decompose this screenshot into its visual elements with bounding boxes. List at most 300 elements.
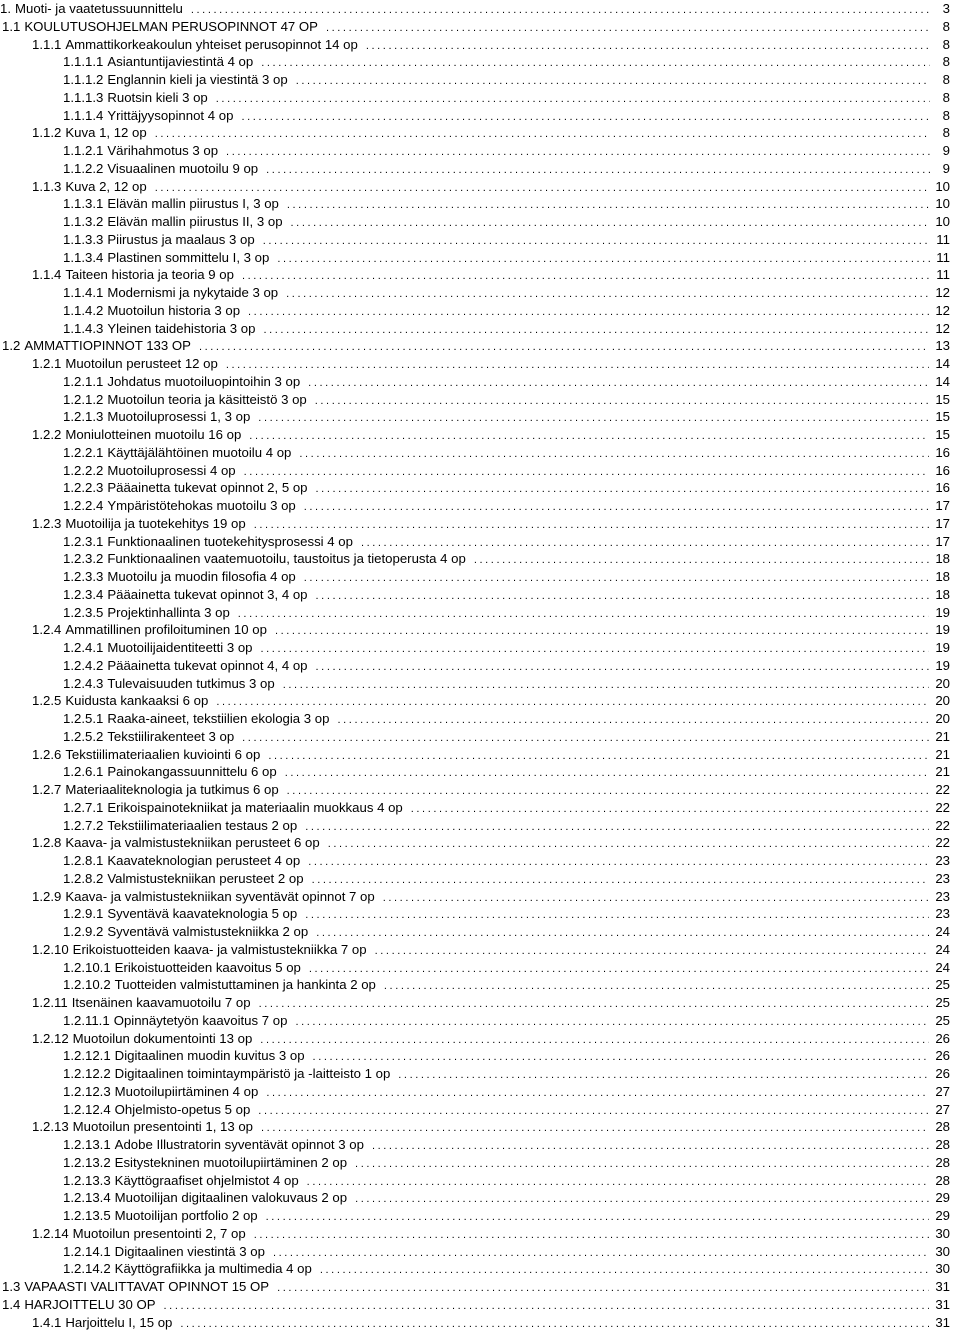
toc-entry-number: 1.1.1.3 [63, 89, 104, 105]
toc-entry[interactable] [0, 604, 960, 622]
toc-entry-title: Yleinen taidehistoria 3 op [107, 320, 256, 336]
toc-entry-page-number: 28 [935, 1172, 950, 1188]
toc-entry[interactable] [0, 852, 960, 870]
toc-entry-page-number: 31 [935, 1296, 950, 1312]
toc-entry[interactable] [0, 870, 960, 888]
toc-entry-title: Käyttäjälähtöinen muotoilu 4 op [107, 444, 292, 460]
toc-entry-title: Asiantuntijaviestintä 4 op [107, 54, 254, 70]
toc-entry-page-number: 8 [942, 18, 950, 34]
toc-entry[interactable] [0, 941, 960, 959]
toc-entry-title: Muotoilun historia 3 op [107, 302, 241, 318]
toc-entry[interactable] [0, 763, 960, 781]
toc-entry-number: 1.1.2.2 [63, 160, 104, 176]
toc-entry[interactable] [0, 710, 960, 728]
toc-entry[interactable] [0, 1314, 960, 1332]
toc-entry[interactable] [0, 195, 960, 213]
toc-entry-number: 1.1.1.4 [63, 107, 104, 123]
toc-entry[interactable] [0, 621, 960, 639]
toc-entry-title: Muotoilu ja muodin filosofia 4 op [107, 569, 296, 584]
toc-entry-title: Ympäristötehokas muotoilu 3 op [107, 498, 296, 513]
toc-entry-number: 1.1.4.3 [63, 320, 104, 336]
toc-entry-title: Piirustus ja maalaus 3 op [107, 231, 255, 247]
toc-entry[interactable] [0, 976, 960, 994]
toc-entry-number: 1.1.2.1 [63, 143, 104, 158]
toc-entry-page-number: 17 [935, 533, 950, 549]
toc-entry[interactable] [0, 746, 960, 764]
toc-entry-number: 1.2.2.1 [63, 444, 104, 460]
toc-entry[interactable] [0, 888, 960, 906]
toc-entry-number: 1.2.6 [32, 746, 62, 762]
toc-entry-title: Erikoistuotteiden kaavoitus 5 op [114, 959, 301, 975]
toc-entry-page-number: 12 [935, 320, 950, 336]
toc-entry-page-number: 19 [935, 657, 950, 673]
toc-entry-title: Ammattikorkeakoulun yhteiset perusopinnot 14 op [65, 36, 358, 52]
toc-entry-page-number: 21 [935, 728, 950, 744]
toc-entry-page-number: 17 [935, 515, 950, 531]
toc-entry[interactable] [0, 408, 960, 426]
toc-entry-page-number: 26 [935, 1030, 950, 1046]
toc-entry-page-number: 10 [935, 196, 950, 212]
toc-entry-page-number: 3 [942, 1, 950, 16]
toc-entry-number: 1.2.4 [32, 622, 62, 638]
toc-entry-page-number: 9 [942, 143, 950, 158]
toc-entry[interactable] [0, 1136, 960, 1154]
toc-entry[interactable] [0, 71, 960, 89]
toc-entry-number: 1.2.8.1 [63, 853, 104, 868]
toc-entry-page-number: 31 [935, 1279, 950, 1294]
toc-entry-page-number: 23 [935, 853, 950, 868]
toc-entry[interactable] [0, 1118, 960, 1136]
toc-entry[interactable] [0, 479, 960, 497]
toc-entry-number: 1.2.7 [32, 782, 62, 797]
toc-entry-title: Kuidusta kankaaksi 6 op [65, 693, 209, 709]
toc-entry-page-number: 26 [935, 1048, 950, 1064]
toc-entry-page-number: 30 [935, 1261, 950, 1277]
toc-entry[interactable] [0, 337, 960, 355]
toc-entry-number: 1.2.3.1 [63, 533, 104, 549]
toc-entry-number: 1.2.1.2 [63, 391, 104, 407]
toc-entry-title: Ohjelmisto-opetus 5 op [114, 1101, 251, 1117]
toc-entry[interactable] [0, 142, 960, 160]
toc-entry[interactable] [0, 1101, 960, 1119]
toc-entry-title: Tekstiilimateriaalien kuviointi 6 op [65, 746, 261, 762]
toc-entry-page-number: 29 [935, 1208, 950, 1223]
toc-entry-number: 1.2.1 [32, 356, 62, 371]
toc-entry-number: 1.1.3.1 [63, 196, 104, 212]
toc-entry[interactable] [0, 959, 960, 977]
toc-entry[interactable] [0, 586, 960, 604]
toc-entry-number: 1.1.4 [32, 267, 62, 283]
toc-entry-number: 1.1 [2, 18, 21, 34]
toc-entry-title: Opinnäytetyön kaavoitus 7 op [113, 1012, 288, 1028]
toc-entry-title: Muotoilun dokumentointi 13 op [72, 1030, 253, 1046]
toc-entry-page-number: 11 [936, 249, 950, 265]
toc-entry-page-number: 24 [935, 941, 950, 957]
toc-entry-number: 1.2.13.1 [63, 1137, 111, 1152]
toc-entry[interactable] [0, 1154, 960, 1172]
toc-entry[interactable] [0, 391, 960, 409]
toc-entry-number: 1.2.1.1 [63, 373, 104, 389]
toc-entry-number: 1.2.3 [32, 515, 62, 531]
toc-entry-page-number: 20 [935, 711, 950, 726]
toc-entry-number: 1.1.4.2 [63, 302, 104, 318]
toc-entry[interactable] [0, 497, 960, 515]
toc-entry-title: Muotoilijan digitaalinen valokuvaus 2 op [114, 1190, 348, 1206]
toc-entry-number: 1.2.4.1 [63, 640, 104, 655]
toc-entry-number: 1.2.9.2 [63, 924, 104, 939]
toc-entry-title: Esitystekninen muotoilupiirtäminen 2 op [114, 1154, 348, 1170]
toc-entry-page-number: 14 [935, 356, 950, 371]
toc-entry-title: Digitaalinen muodin kuvitus 3 op [114, 1048, 305, 1064]
toc-entry-number: 1.2.12.2 [63, 1066, 111, 1081]
toc-entry-page-number: 22 [935, 817, 950, 833]
toc-entry[interactable] [0, 36, 960, 54]
toc-entry-title: Muotoilijaidentiteetti 3 op [107, 640, 253, 655]
toc-entry[interactable] [0, 1296, 960, 1314]
toc-entry-title: Raaka-aineet, tekstiilien ekologia 3 op [107, 711, 330, 726]
toc-entry-title: Digitaalinen viestintä 3 op [114, 1243, 265, 1259]
toc-entry-page-number: 29 [935, 1190, 950, 1206]
toc-entry-number: 1.2.12.1 [63, 1048, 111, 1064]
dot-leader [180, 1316, 929, 1334]
toc-entry-number: 1.2.5.1 [63, 711, 104, 726]
toc-entry-title: Tuotteiden valmistuttaminen ja hankinta 2 op [114, 977, 376, 993]
toc-entry-number: 1.2.13.3 [63, 1172, 111, 1188]
toc-entry-number: 1.2.7.2 [63, 817, 104, 833]
toc-entry-title: Itsenäinen kaavamuotoilu 7 op [71, 995, 251, 1010]
toc-entry-number: 1.2.3.4 [63, 586, 104, 602]
toc-entry-page-number: 21 [935, 746, 950, 762]
toc-entry-page-number: 20 [935, 693, 950, 709]
toc-entry-page-number: 8 [942, 72, 950, 87]
toc-entry-number: 1.2.10 [32, 941, 69, 957]
toc-entry[interactable] [0, 462, 960, 480]
toc-entry-number: 1.1.4.1 [63, 285, 104, 300]
toc-entry-page-number: 9 [942, 160, 950, 176]
toc-entry-title: Kaavateknologian perusteet 4 op [107, 853, 301, 868]
toc-entry[interactable] [0, 231, 960, 249]
toc-entry[interactable] [0, 568, 960, 586]
toc-entry-title: Tekstiilimateriaalien testaus 2 op [107, 817, 298, 833]
toc-entry-page-number: 16 [935, 462, 950, 478]
toc-entry-page-number: 25 [935, 977, 950, 993]
toc-entry[interactable] [0, 728, 960, 746]
toc-entry-title: Erikoistuotteiden kaava- ja valmistustekniikka 7 op [72, 941, 367, 957]
toc-entry-page-number: 18 [935, 569, 950, 584]
toc-entry-title: Elävän mallin piirustus II, 3 op [107, 214, 283, 229]
toc-entry[interactable] [0, 1225, 960, 1243]
toc-entry-title: Muoti- ja vaatetussuunnittelu [15, 1, 183, 16]
toc-entry-page-number: 27 [935, 1083, 950, 1099]
toc-entry-number: 1.2.5.2 [63, 728, 104, 744]
toc-entry[interactable] [0, 178, 960, 196]
toc-entry[interactable] [0, 373, 960, 391]
toc-entry-title: Harjoittelu I, 15 op [65, 1314, 173, 1330]
toc-entry[interactable] [0, 160, 960, 178]
toc-entry-title: Painokangassuunnittelu 6 op [107, 764, 277, 780]
toc-entry-number: 1.2.8 [32, 835, 62, 851]
toc-entry[interactable] [0, 834, 960, 852]
toc-entry-page-number: 20 [935, 675, 950, 691]
toc-entry-title: Muotoilun presentointi 2, 7 op [72, 1225, 246, 1241]
toc-entry[interactable] [0, 426, 960, 444]
toc-entry-page-number: 13 [935, 338, 950, 354]
toc-entry-page-number: 30 [935, 1243, 950, 1259]
toc-entry[interactable] [0, 320, 960, 338]
toc-entry[interactable] [0, 1243, 960, 1261]
toc-entry[interactable] [0, 817, 960, 835]
toc-entry-number: 1.1.3 [32, 178, 62, 194]
toc-entry-number: 1.2.2.4 [63, 498, 104, 513]
toc-entry-page-number: 28 [935, 1154, 950, 1170]
toc-entry[interactable] [0, 213, 960, 231]
toc-entry-title: Kuva 1, 12 op [65, 125, 147, 141]
toc-entry-title: Englannin kieli ja viestintä 3 op [107, 72, 288, 87]
toc-entry-page-number: 11 [936, 267, 950, 283]
toc-entry[interactable] [0, 550, 960, 568]
toc-entry-number: 1.1.3.2 [63, 214, 104, 229]
toc-entry-title: Tekstiilirakenteet 3 op [107, 728, 235, 744]
toc-entry-number: 1.1.1.1 [63, 54, 104, 70]
toc-entry-page-number: 23 [935, 870, 950, 886]
toc-entry-page-number: 12 [935, 302, 950, 318]
toc-entry-title: Moniulotteinen muotoilu 16 op [65, 427, 242, 442]
toc-entry-page-number: 22 [935, 799, 950, 815]
toc-entry-number: 1.2.10.2 [63, 977, 111, 993]
toc-entry-title: Käyttögraafiset ohjelmistot 4 op [114, 1172, 299, 1188]
toc-entry-title: Modernismi ja nykytaide 3 op [107, 285, 279, 300]
toc-entry-title: Kaava- ja valmistustekniikan perusteet 6 op [65, 835, 320, 851]
toc-entry-number: 1.4 [2, 1296, 21, 1312]
toc-entry[interactable] [0, 639, 960, 657]
toc-entry[interactable] [0, 533, 960, 551]
toc-entry-title: Käyttögrafiikka ja multimedia 4 op [114, 1261, 312, 1277]
toc-entry[interactable] [0, 266, 960, 284]
toc-entry-number: 1.2.3.5 [63, 604, 104, 620]
toc-entry-number: 1.2.13.2 [63, 1154, 111, 1170]
toc-entry[interactable] [0, 923, 960, 941]
toc-entry-number: 1.1.3.3 [63, 231, 104, 247]
toc-entry-page-number: 10 [935, 214, 950, 229]
toc-entry-page-number: 26 [935, 1066, 950, 1081]
toc-entry-number: 1.3 [2, 1279, 21, 1294]
toc-entry-page-number: 21 [935, 764, 950, 780]
toc-entry-number: 1.2.14 [32, 1225, 69, 1241]
toc-entry-title: Muotoilun teoria ja käsitteistö 3 op [107, 391, 307, 407]
toc-entry-page-number: 8 [942, 54, 950, 70]
toc-entry[interactable] [0, 444, 960, 462]
toc-entry-number: 1.2.1.3 [63, 409, 104, 425]
toc-entry-number: 1. [0, 1, 11, 16]
toc-entry[interactable] [0, 781, 960, 799]
toc-entry[interactable] [0, 657, 960, 675]
toc-entry-number: 1.2.4.2 [63, 657, 104, 673]
toc-entry[interactable] [0, 1012, 960, 1030]
toc-entry-page-number: 12 [935, 285, 950, 300]
toc-entry-number: 1.2 [2, 338, 21, 354]
toc-entry[interactable] [0, 675, 960, 693]
toc-entry-title: Kuva 2, 12 op [65, 178, 147, 194]
toc-entry-page-number: 16 [935, 480, 950, 496]
toc-entry-page-number: 19 [935, 640, 950, 655]
toc-entry-title: VAPAASTI VALITTAVAT OPINNOT 15 OP [24, 1279, 270, 1294]
toc-entry-title: Plastinen sommittelu I, 3 op [107, 249, 270, 265]
toc-entry-number: 1.2.14.2 [63, 1261, 111, 1277]
toc-entry-number: 1.2.2 [32, 427, 62, 442]
toc-entry[interactable] [0, 692, 960, 710]
toc-entry-number: 1.2.13.5 [63, 1208, 111, 1223]
toc-entry-number: 1.2.5 [32, 693, 62, 709]
toc-entry[interactable] [0, 355, 960, 373]
toc-entry-title: Ruotsin kieli 3 op [107, 89, 208, 105]
toc-entry-title: Ammatillinen profiloituminen 10 op [65, 622, 267, 638]
toc-entry-page-number: 25 [935, 1012, 950, 1028]
toc-entry[interactable] [0, 1047, 960, 1065]
toc-entry-number: 1.2.13.4 [63, 1190, 111, 1206]
toc-entry-title: Johdatus muotoiluopintoihin 3 op [107, 373, 301, 389]
toc-entry-page-number: 28 [935, 1137, 950, 1152]
toc-entry-number: 1.1.3.4 [63, 249, 104, 265]
toc-entry-title: Pääainetta tukevat opinnot 3, 4 op [107, 586, 308, 602]
toc-entry-title: HARJOITTELU 30 OP [24, 1296, 156, 1312]
toc-entry-page-number: 8 [942, 36, 950, 52]
toc-entry-page-number: 31 [935, 1314, 950, 1330]
toc-entry-page-number: 24 [935, 959, 950, 975]
toc-entry[interactable] [0, 89, 960, 107]
toc-entry-title: Muotoilija ja tuotekehitys 19 op [65, 515, 246, 531]
toc-entry[interactable] [0, 994, 960, 1012]
toc-entry-title: KOULUTUSOHJELMAN PERUSOPINNOT 47 OP [24, 18, 318, 34]
toc-entry-page-number: 22 [935, 835, 950, 851]
toc-entry-page-number: 18 [935, 551, 950, 567]
toc-entry-title: Muotoiluprosessi 1, 3 op [107, 409, 251, 425]
toc-entry-page-number: 25 [935, 995, 950, 1010]
toc-entry-page-number: 23 [935, 888, 950, 904]
toc-entry-title: Muotoilijan portfolio 2 op [114, 1208, 258, 1223]
toc-entry[interactable] [0, 905, 960, 923]
toc-entry-number: 1.2.11 [32, 995, 68, 1010]
toc-entry-number: 1.4.1 [32, 1314, 62, 1330]
toc-entry-page-number: 17 [935, 498, 950, 513]
toc-entry[interactable] [0, 1030, 960, 1048]
toc-entry-number: 1.2.11.1 [63, 1012, 110, 1028]
toc-entry-title: Elävän mallin piirustus I, 3 op [107, 196, 279, 212]
toc-entry-page-number: 16 [935, 444, 950, 460]
toc-entry[interactable] [0, 18, 960, 36]
toc-entry-number: 1.2.9 [32, 888, 62, 904]
toc-entry[interactable] [0, 0, 960, 18]
toc-entry-page-number: 8 [942, 125, 950, 141]
toc-entry-number: 1.2.10.1 [63, 959, 111, 975]
toc-entry[interactable] [0, 1083, 960, 1101]
toc-entry[interactable] [0, 1278, 960, 1296]
toc-entry-page-number: 23 [935, 906, 950, 922]
toc-entry-number: 1.1.2 [32, 125, 62, 141]
toc-entry-title: Projektinhallinta 3 op [107, 604, 230, 620]
toc-entry-page-number: 10 [935, 178, 950, 194]
toc-entry[interactable] [0, 249, 960, 267]
toc-entry-title: Muotoilupiirtäminen 4 op [114, 1083, 259, 1099]
toc-entry-page-number: 11 [936, 231, 950, 247]
toc-entry-page-number: 19 [935, 622, 950, 638]
toc-entry[interactable] [0, 799, 960, 817]
toc-entry-title: Muotoilun perusteet 12 op [65, 356, 218, 371]
toc-entry-number: 1.2.9.1 [63, 906, 104, 922]
toc-entry-title: Kaava- ja valmistustekniikan syventävät opinnot 7 op [65, 888, 375, 904]
toc-entry[interactable] [0, 1065, 960, 1083]
toc-entry-number: 1.2.7.1 [63, 799, 104, 815]
toc-entry[interactable] [0, 1189, 960, 1207]
toc-entry[interactable] [0, 1260, 960, 1278]
toc-entry-number: 1.1.1.2 [63, 72, 104, 87]
toc-entry-title: Adobe Illustratorin syventävät opinnot 3 op [114, 1137, 364, 1152]
toc-entry-number: 1.1.1 [32, 36, 62, 52]
toc-entry[interactable] [0, 284, 960, 302]
toc-entry-page-number: 14 [935, 373, 950, 389]
toc-entry-title: Tulevaisuuden tutkimus 3 op [107, 675, 275, 691]
toc-entry-title: Materiaaliteknologia ja tutkimus 6 op [65, 782, 279, 797]
toc-entry-title: Syventävä valmistustekniikka 2 op [107, 924, 309, 939]
toc-entry-number: 1.2.14.1 [63, 1243, 111, 1259]
toc-entry-page-number: 8 [942, 89, 950, 105]
toc-entry-title: Digitaalinen toimintaympäristö ja -laitteisto 1 op [114, 1066, 391, 1081]
toc-entry-number: 1.2.12 [32, 1030, 69, 1046]
toc-entry-number: 1.2.12.3 [63, 1083, 111, 1099]
toc-entry-page-number: 19 [935, 604, 950, 620]
toc-entry-title: Valmistustekniikan perusteet 2 op [107, 870, 304, 886]
toc-entry-page-number: 24 [935, 924, 950, 939]
toc-entry-number: 1.2.4.3 [63, 675, 104, 691]
toc-entry[interactable] [0, 1172, 960, 1190]
toc-entry-page-number: 15 [935, 391, 950, 407]
toc-entry-number: 1.2.12.4 [63, 1101, 111, 1117]
toc-entry-title: Erikoispainotekniikat ja materiaalin muokkaus 4 op [107, 799, 403, 815]
toc-entry-page-number: 30 [935, 1225, 950, 1241]
toc-entry[interactable] [0, 515, 960, 533]
toc-entry[interactable] [0, 124, 960, 142]
toc-entry-page-number: 28 [935, 1119, 950, 1135]
toc-entry[interactable] [0, 107, 960, 125]
toc-entry-number: 1.2.2.3 [63, 480, 104, 496]
toc-entry-title: Muotoiluprosessi 4 op [107, 462, 236, 478]
toc-entry-title: Syventävä kaavateknologia 5 op [107, 906, 298, 922]
toc-entry-page-number: 18 [935, 586, 950, 602]
toc-entry-title: Visuaalinen muotoilu 9 op [107, 160, 259, 176]
toc-entry-number: 1.2.13 [32, 1119, 69, 1135]
toc-entry-title: Pääainetta tukevat opinnot 4, 4 op [107, 657, 308, 673]
toc-entry-title: Muotoilun presentointi 1, 13 op [72, 1119, 254, 1135]
toc-entry-number: 1.2.6.1 [63, 764, 104, 780]
toc-entry-title: Värihahmotus 3 op [107, 143, 219, 158]
toc-entry-number: 1.2.3.3 [63, 569, 104, 584]
toc-entry[interactable] [0, 1207, 960, 1225]
toc-entry-page-number: 8 [942, 107, 950, 123]
toc-entry-page-number: 15 [935, 409, 950, 425]
toc-entry-number: 1.2.8.2 [63, 870, 104, 886]
toc-entry-number: 1.2.3.2 [63, 551, 104, 567]
toc-entry-title: Funktionaalinen tuotekehitysprosessi 4 op [107, 533, 353, 549]
toc-entry[interactable] [0, 53, 960, 71]
toc-entry-title: Funktionaalinen vaatemuotoilu, taustoitus ja tietoperusta 4 op [107, 551, 466, 567]
toc-entry-page-number: 27 [935, 1101, 950, 1117]
toc-entry[interactable] [0, 302, 960, 320]
toc-entry-page-number: 15 [935, 427, 950, 442]
toc-entry-title: Pääainetta tukevat opinnot 2, 5 op [107, 480, 308, 496]
toc-entry-page-number: 22 [935, 782, 950, 797]
toc-entry-title: Yrittäjyysopinnot 4 op [107, 107, 234, 123]
toc-entry-title: AMMATTIOPINNOT 133 OP [24, 338, 191, 354]
toc-entry-title: Taiteen historia ja teoria 9 op [65, 267, 234, 283]
